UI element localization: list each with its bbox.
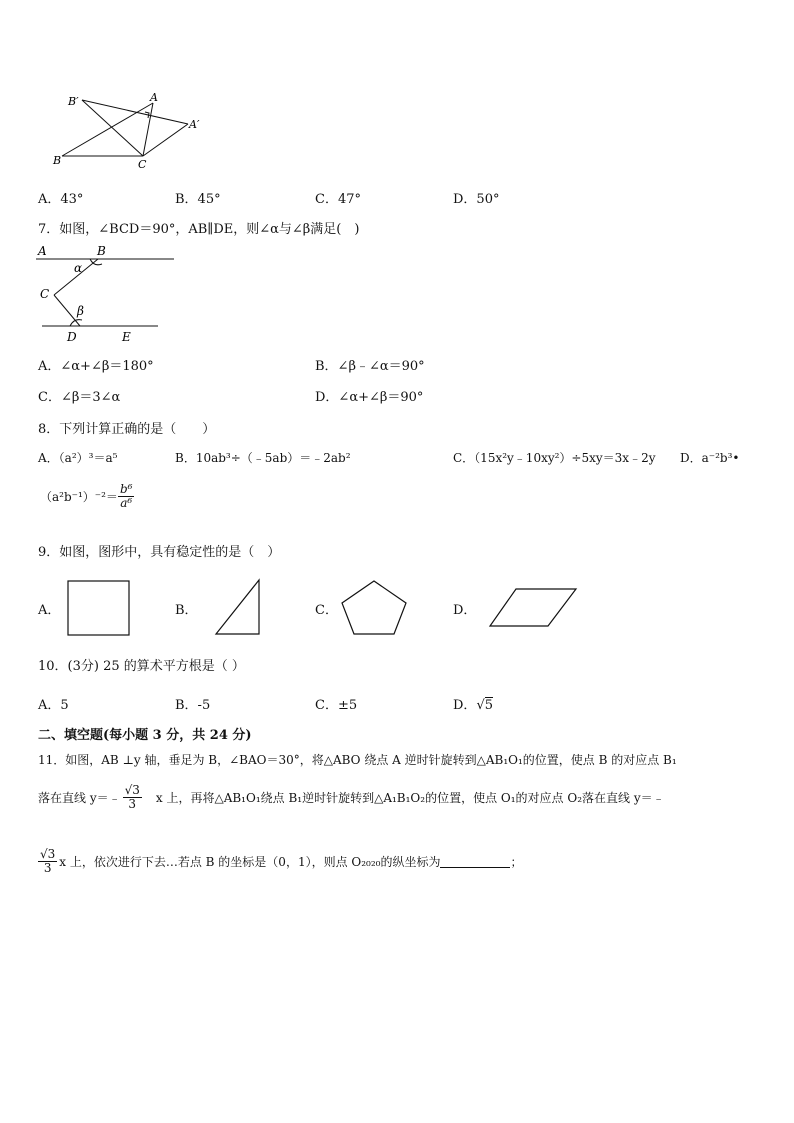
q9-parallelogram-shape xyxy=(488,586,580,630)
fig6-label-c: C xyxy=(138,158,147,170)
q6-figure xyxy=(50,88,210,170)
fig6-label-bprime: B′ xyxy=(68,95,79,108)
q7-option-b: B．∠β﹣∠α＝90° xyxy=(315,359,425,374)
q10-option-d-radicand: 5 xyxy=(484,698,494,713)
fig6-label-b: B xyxy=(53,154,62,167)
q9-letter-c: C． xyxy=(315,603,338,618)
q11-line-2-start: 落在直线 y＝﹣ xyxy=(38,791,121,806)
q7-figure xyxy=(34,240,184,346)
fig6-label-aprime: A′ xyxy=(189,118,200,131)
q8-d-numerator: b⁶ xyxy=(119,482,133,496)
q9-letter-d: D． xyxy=(453,603,477,618)
q7-stem: 7．如图，∠BCD＝90°，AB∥DE，则∠α与∠β满足( ) xyxy=(38,222,360,237)
q7-label-b: B xyxy=(97,244,106,258)
q6-option-b: B．45° xyxy=(175,192,221,207)
q6-option-a: A．43° xyxy=(38,192,84,207)
q9-stem: 9．如图，图形中，具有稳定性的是（ ） xyxy=(38,545,281,560)
q11-line-1: 11．如图，AB ⊥y 轴，垂足为 B，∠BAO＝30°，将△ABO 绕点 A 逆时针旋转到△AB₁O₁的位置，使点 B 的对应点 B₁ xyxy=(38,753,677,767)
q10-option-d-letter: D． xyxy=(453,698,477,713)
q8-option-b: B．10ab³÷（﹣5ab）＝﹣2ab² xyxy=(175,451,351,465)
q7-option-c: C．∠β＝3∠α xyxy=(38,390,121,405)
q8-option-d-continued xyxy=(40,483,134,510)
q11-line-2-end: x 上，再将△AB₁O₁绕点 B₁逆时针旋转到△A₁B₁O₂的位置，使点 O₁的对应点 O₂落在直线 y＝﹣ xyxy=(155,791,665,806)
q8-option-d: D．a⁻²b³• xyxy=(680,451,740,465)
q7-label-beta: β xyxy=(77,304,84,318)
q11-fraction-1-den: 3 xyxy=(123,797,142,811)
q8-option-c: C．（15x²y﹣10xy²）÷5xy＝3x﹣2y xyxy=(453,451,656,465)
sqrt-icon: √ xyxy=(476,698,485,713)
q10-stem: 10．(3分) 25 的算术平方根是（ ） xyxy=(38,659,245,674)
q7-option-d: D．∠α+∠β＝90° xyxy=(315,390,424,405)
q11-fraction-2-num: √3 xyxy=(40,847,56,861)
q7-label-a: A xyxy=(38,244,47,258)
q7-label-d: D xyxy=(67,330,77,344)
q10-option-a: A．5 xyxy=(38,698,69,713)
q11-fraction-1-num: √3 xyxy=(124,783,140,797)
q10-option-b: B．-5 xyxy=(175,698,211,713)
q6-option-d: D．50° xyxy=(453,192,500,207)
q8-stem: 8．下列计算正确的是（ ） xyxy=(38,422,216,437)
q9-letter-b: B． xyxy=(175,603,198,618)
q8-option-d-expression: （a²b⁻¹）⁻²＝ xyxy=(40,490,118,505)
q10-option-d xyxy=(453,694,493,713)
q11-fraction-2 xyxy=(38,848,57,875)
q8-d-denominator: a⁶ xyxy=(120,496,133,511)
q11-line-2 xyxy=(38,784,665,811)
q9-square-shape xyxy=(66,578,132,638)
q11-line-3-end: ； xyxy=(510,855,523,870)
q11-line-3 xyxy=(38,848,523,875)
q7-label-alpha: α xyxy=(74,261,83,275)
q11-fraction-1 xyxy=(123,784,142,811)
q9-triangle-shape xyxy=(212,578,264,638)
q7-label-c: C xyxy=(40,287,50,301)
q8-option-d-fraction xyxy=(118,483,135,510)
q11-answer-blank[interactable] xyxy=(440,855,510,868)
q8-option-a: A．（a²）³＝a⁵ xyxy=(38,451,118,465)
q10-option-c: C．±5 xyxy=(315,698,358,713)
q11-line-3-text: x 上，依次进行下去…若点 B 的坐标是（0，1），则点 O₂₀₂₀的纵坐标为 xyxy=(59,855,441,870)
fig6-label-a: A xyxy=(150,91,158,104)
q7-option-a: A．∠α+∠β＝180° xyxy=(38,359,154,374)
section-2-heading: 二、填空题(每小题 3 分，共 24 分) xyxy=(38,728,252,743)
q6-option-c: C．47° xyxy=(315,192,361,207)
q7-label-e: E xyxy=(122,330,131,344)
q9-pentagon-shape xyxy=(338,578,410,638)
q11-fraction-2-den: 3 xyxy=(38,861,57,875)
q9-letter-a: A． xyxy=(38,603,61,618)
